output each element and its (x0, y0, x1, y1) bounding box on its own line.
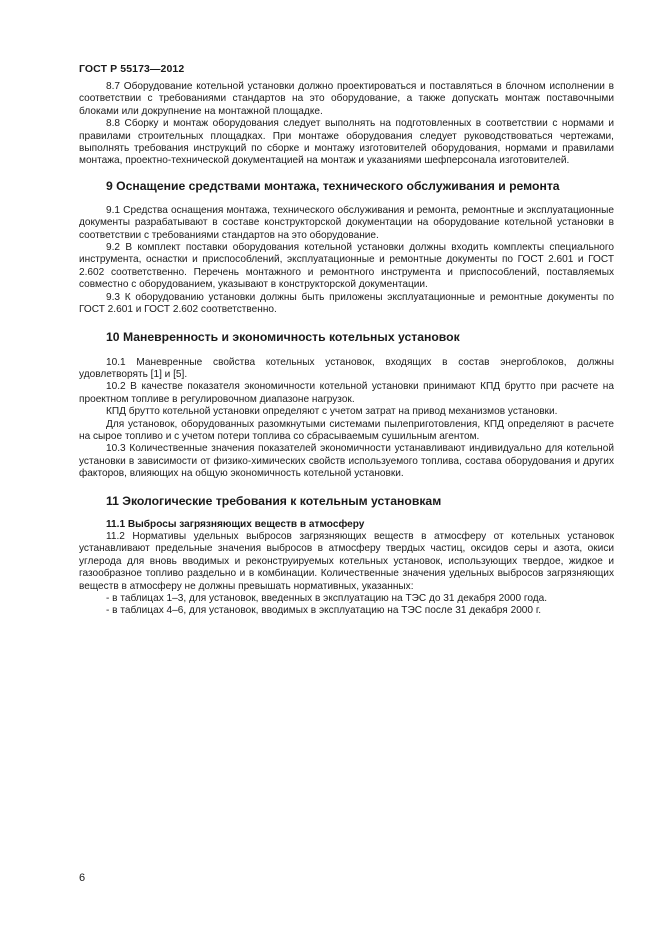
paragraph-9-1: 9.1 Средства оснащения монтажа, технического обслуживания и ремонта, ремонтные и эксплуатационные документы разрабатывают в составе конструкторской документации на оборудование котельной установки в соответствии с требованиями стандартов на это оборудование. (79, 204, 614, 241)
list-item-tables-4-6: - в таблицах 4–6, для установок, вводимых в эксплуатацию на ТЭС после 31 декабря 2000 г. (106, 605, 542, 617)
paragraph-10-2-kpd: КПД брутто котельной установки определяют с учетом затрат на привод механизмов установки. (106, 406, 558, 418)
section-10-heading: 10 Маневренность и экономичность котельных установок (106, 329, 460, 344)
paragraph-10-3: 10.3 Количественные значения показателей экономичности устанавливают индивидуально для котельной установки в зависимости от физико-химических свойств используемого топлива, состава оборудования и других факторов, влияющих на общую экономичность котельной установки. (79, 443, 614, 480)
paragraph-8-7: 8.7 Оборудование котельной установки должно проектироваться и поставляться в блочном исполнении в соответствии с требованиями стандартов на это оборудование, а также допускать монтаж поставочными блоками или докрупнение на монтажной площадке. (79, 81, 614, 117)
section-9-heading: 9 Оснащение средствами монтажа, технического обслуживания и ремонта (106, 178, 560, 193)
paragraph-10-2-pulverization: Для установок, оборудованных разомкнутыми системами пылеприготовления, КПД определяют в расчете на сырое топливо и с учетом потери топлива со сбрасываемым сушильным агентом. (79, 418, 614, 442)
list-item-tables-1-3: - в таблицах 1–3, для установок, введенных в эксплуатацию на ТЭС до 31 декабря 2000 года. (106, 593, 548, 604)
paragraph-10-2: 10.2 В качестве показателя экономичности котельной установки принимают КПД брутто при расчете на проектном топливе в регулировочном диапазоне нагрузок. (79, 381, 614, 405)
paragraph-9-3: 9.3 К оборудованию установки должны быть приложены эксплуатационные и ремонтные документы по ГОСТ 2.601 и ГОСТ 2.602 соответственно. (79, 291, 614, 316)
paragraph-10-1: 10.1 Маневренные свойства котельных установок, входящих в состав энергоблоков, должны удовлетворять [1] и [5]. (79, 356, 614, 380)
subsection-11-1-heading: 11.1 Выбросы загрязняющих веществ в атмосферу (106, 518, 365, 530)
document-body (79, 81, 614, 618)
paragraph-9-2: 9.2 В комплект поставки оборудования котельной установки должны входить комплекты специального инструмента, оснастки и приспособлений, эксплуатационные и ремонтные документы по ГОСТ 2.601 и ГОСТ 2.602 соответственно. Перечень монтажного и ремонтного инструмента и приспособлений, поставляемых совместно с оборудованием, указывают в конструкторской документации. (79, 242, 614, 291)
paragraph-11-2: 11.2 Нормативы удельных выбросов загрязняющих веществ в атмосферу от котельных установок устанавливают предельные значения выбросов в атмосферу твердых частиц, оксидов серы и азота, окиси углерода для вновь вводимых и реконструируемых котельных установок, использующих твердое, жидкое и газообразное топливо раздельно и в комбинации. Количественные значения удельных выбросов загрязняющих веществ в атмосферу не должны превышать нормативных, указанных: (79, 530, 614, 592)
page-number: 6 (79, 872, 86, 884)
paragraph-8-8: 8.8 Сборку и монтаж оборудования следует выполнять на подготовленных в соответствии с нормами и правилами строительных площадках. При монтаже оборудования следует руководствоваться чертежами, выполнять требования инструкций по сборке и монтажу изготовителей оборудования, нормами и правилами монтажа, проектно-технической документацией на монтаж и указаниями шефперсонала изготовителей. (79, 118, 614, 167)
document-code-header: ГОСТ Р 55173—2012 (79, 63, 185, 75)
section-11-heading: 11 Экологические требования к котельным установкам (106, 493, 442, 508)
